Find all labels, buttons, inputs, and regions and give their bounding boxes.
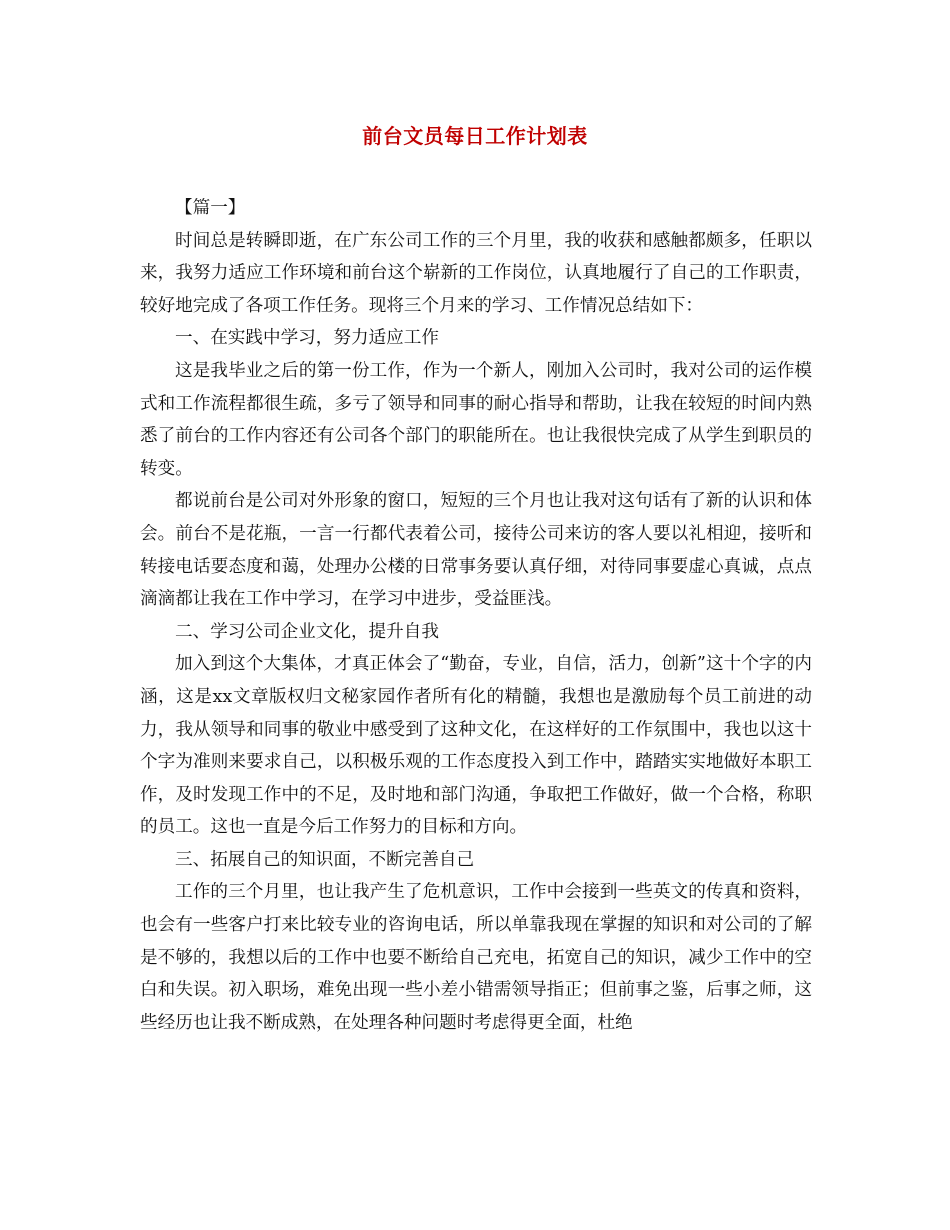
heading-practice-learning: 一、在实践中学习，努力适应工作 xyxy=(175,328,439,349)
document-body xyxy=(140,192,812,1039)
heading-corporate-culture: 二、学习公司企业文化，提升自我 xyxy=(175,621,439,642)
heading-expand-knowledge: 三、拓展自己的知识面，不断完善自己 xyxy=(175,849,475,870)
paragraph-first-job: 这是我毕业之后的第一份工作，作为一个新人，刚加入公司时，我对公司的运作模式和工作流程都很生疏，多亏了领导和同事的耐心指导和帮助，让我在较短的时间内熟悉了前台的工作内容还有公司各个部门的职能所在。也让我很快完成了从学生到职员的转变。 xyxy=(140,360,812,479)
paragraph-knowledge: 工作的三个月里，也让我产生了危机意识，工作中会接到一些英文的传真和资料，也会有一些客户打来比较专业的咨询电话，所以单靠我现在掌握的知识和对公司的了解是不够的，我想以后的工作中也要不断给自己充电，拓宽自己的知识，减少工作中的空白和失误。初入职场，难免出现一些小差小错需领导指正；但前事之鉴，后事之师，这些经历也让我不断成熟，在处理各种问题时考虑得更全面，杜绝 xyxy=(140,882,812,1033)
section-label: 【篇一】 xyxy=(175,198,246,218)
document-title: 前台文员每日工作计划表 xyxy=(362,124,588,148)
paragraph-front-desk-window: 都说前台是公司对外形象的窗口，短短的三个月也让我对这句话有了新的认识和体会。前台不是花瓶，一言一行都代表着公司，接待公司来访的客人要以礼相迎，接听和转接电话要态度和蔼，处理办公楼的日常事务要认真仔细，对待同事要虚心真诚，点点滴滴都让我在工作中学习，在学习中进步，受益匪浅。 xyxy=(140,491,812,610)
intro-paragraph: 时间总是转瞬即逝，在广东公司工作的三个月里，我的收获和感触都颇多，任职以来，我努力适应工作环境和前台这个崭新的工作岗位，认真地履行了自己的工作职责，较好地完成了各项工作任务。现将三个月来的学习、工作情况总结如下： xyxy=(140,230,812,316)
paragraph-culture: 加入到这个大集体，才真正体会了“勤奋，专业，自信，活力，创新”这十个字的内涵，这是xx文章版权归文秘家园作者所有化的精髓，我想也是激励每个员工前进的动力，我从领导和同事的敬业中感受到了这种文化，在这样好的工作氛围中，我也以这十个字为准则来要求自己，以积极乐观的工作态度投入到工作中，踏踏实实地做好本职工作，及时发现工作中的不足，及时地和部门沟通，争取把工作做好，做一个合格，称职的员工。这也一直是今后工作努力的目标和方向。 xyxy=(140,654,812,838)
